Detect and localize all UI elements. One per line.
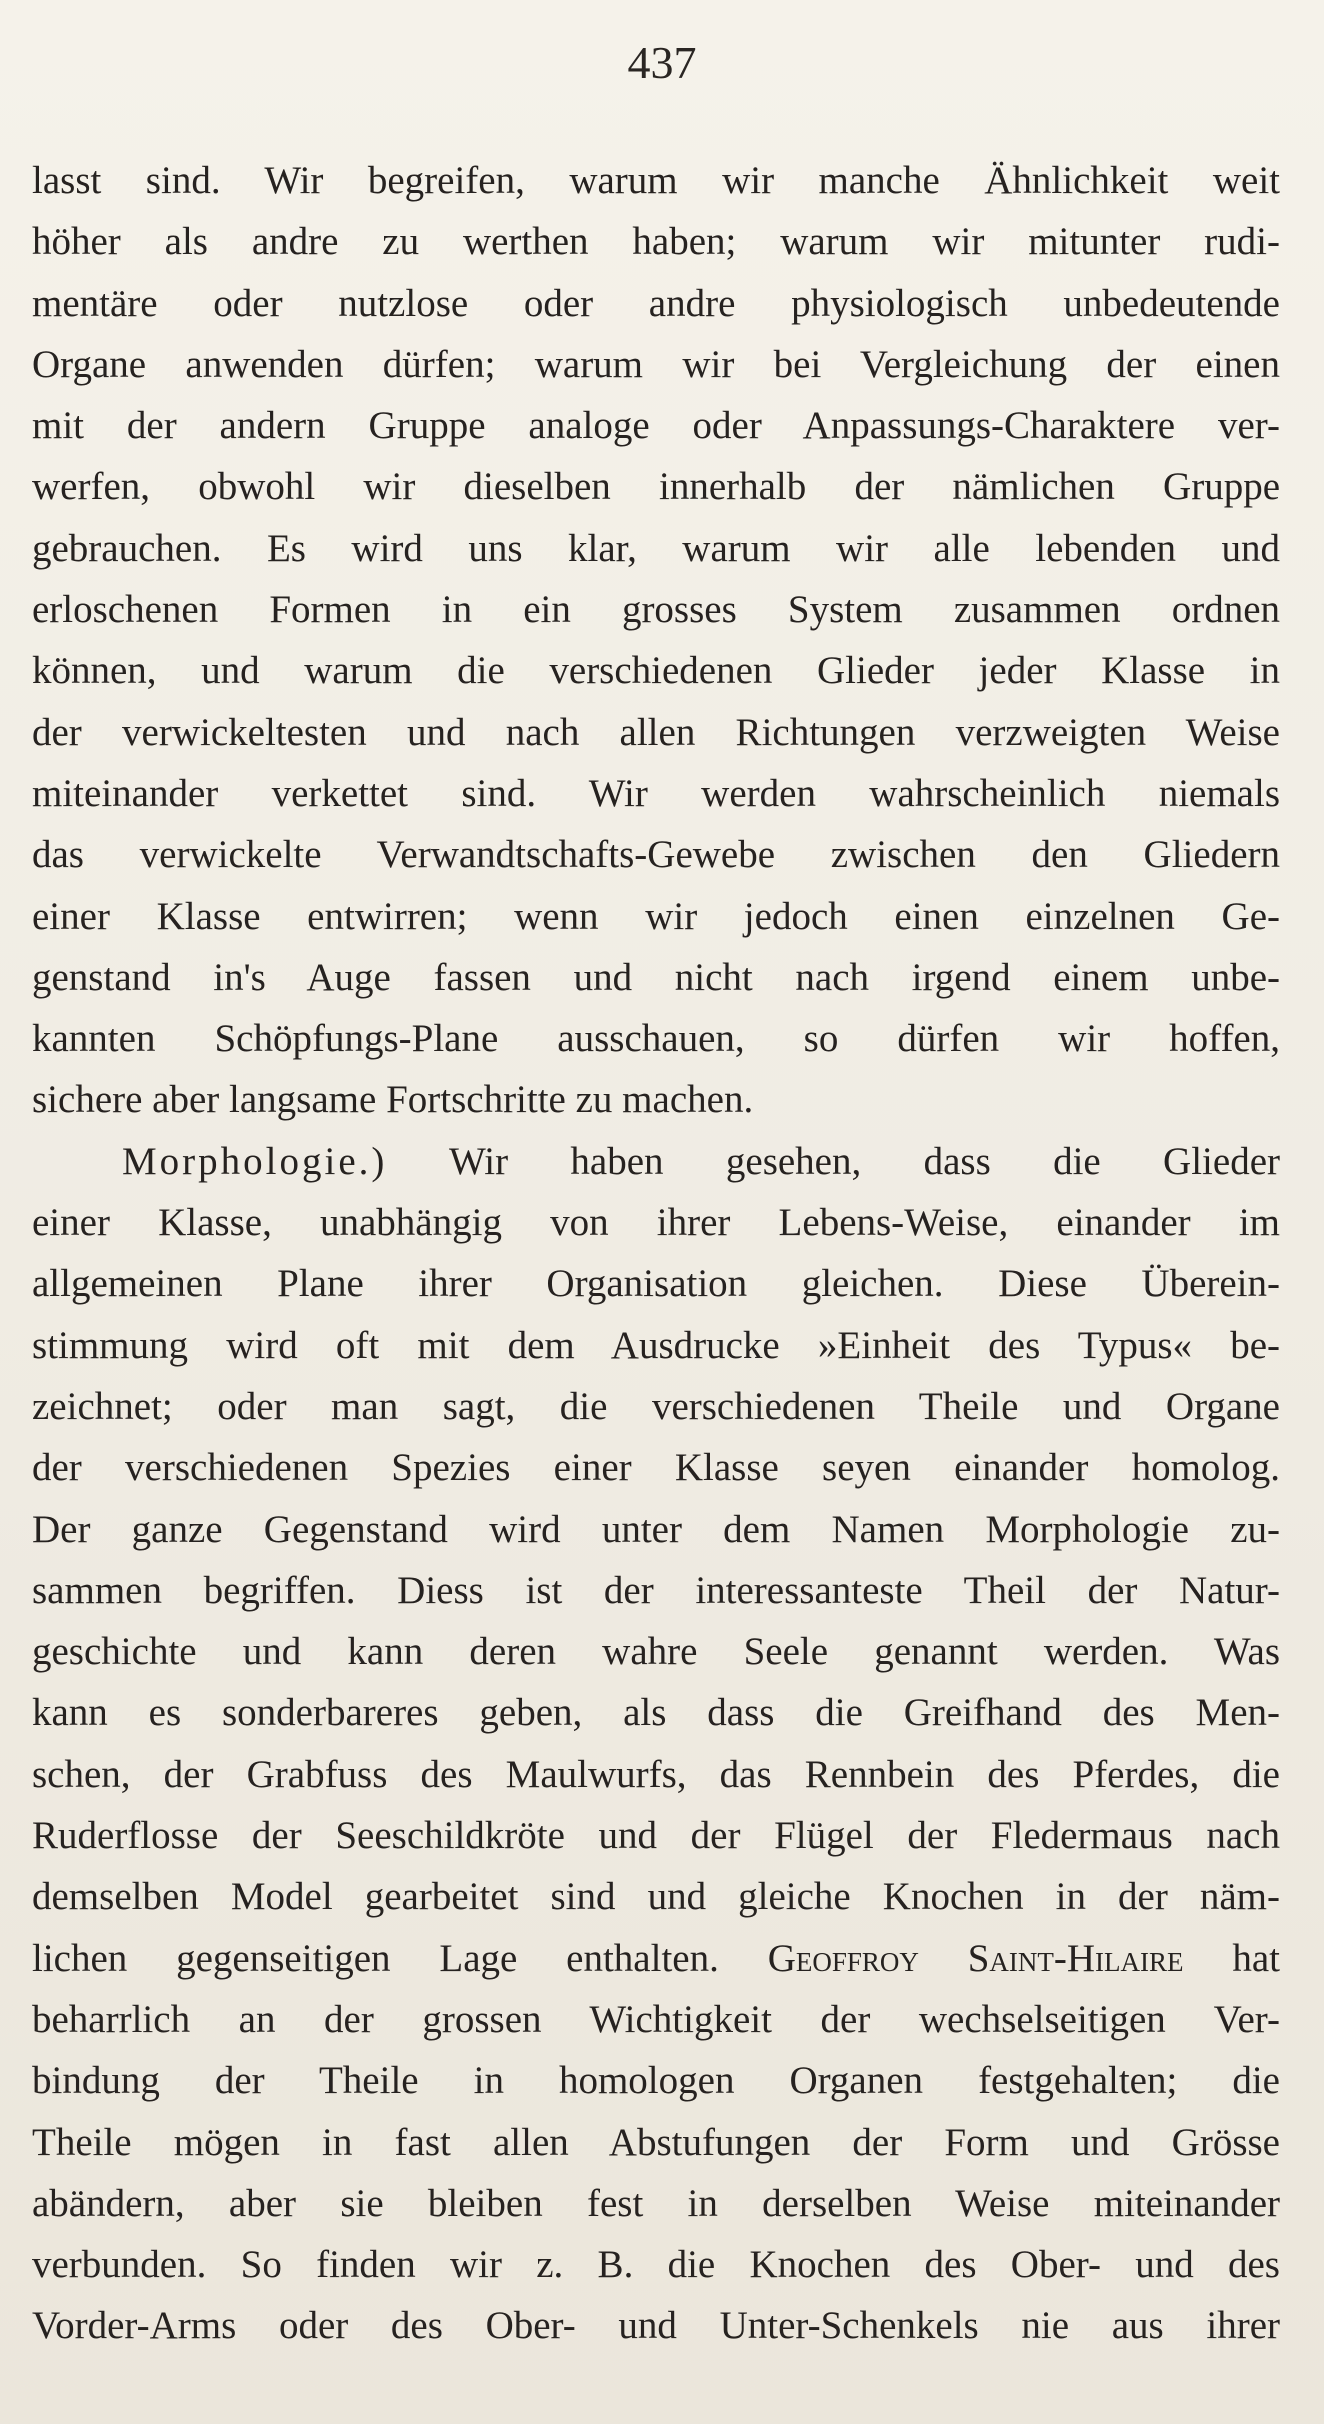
text-line: bindung der Theile in homologen Organen festgehalten; die bbox=[32, 2059, 1280, 2103]
text-line: demselben Model gearbeitet sind und gleiche Knochen in der näm- bbox=[32, 1875, 1280, 1919]
text-line: zeichnet; oder man sagt, die verschiedenen Theile und Organe bbox=[32, 1384, 1280, 1428]
text-line: miteinander verkettet sind. Wir werden wahrscheinlich niemals bbox=[32, 771, 1280, 815]
text-line: gebrauchen. Es wird uns klar, warum wir alle lebenden und bbox=[32, 526, 1280, 570]
text-fragment: hat bbox=[1232, 1936, 1280, 1980]
text-line: allgemeinen Plane ihrer Organisation gleichen. Diese Überein- bbox=[32, 1262, 1280, 1306]
page-body-text bbox=[32, 150, 1280, 2357]
text-line: Ruderflosse der Seeschildkröte und der Flügel der Fledermaus nach bbox=[32, 1814, 1280, 1858]
text-line: einer Klasse, unabhängig von ihrer Lebens-Weise, einander im bbox=[32, 1201, 1280, 1245]
text-line: schen, der Grabfuss des Maulwurfs, das Rennbein des Pferdes, die bbox=[32, 1752, 1280, 1796]
author-name: Geoffroy Saint-Hilaire bbox=[767, 1936, 1184, 1980]
text-line-with-name bbox=[32, 1928, 1280, 1989]
text-line: stimmung wird oft mit dem Ausdrucke »Einheit des Typus« be- bbox=[32, 1323, 1280, 1367]
text-fragment: lichen gegenseitigen Lage enthalten. bbox=[32, 1936, 719, 1980]
text-line: mit der andern Gruppe analoge oder Anpassungs-Charaktere ver- bbox=[32, 404, 1280, 448]
text-line: können, und warum die verschiedenen Glieder jeder Klasse in bbox=[32, 649, 1280, 693]
text-line: mentäre oder nutzlose oder andre physiologisch unbedeutende bbox=[32, 281, 1280, 325]
text-fragment: Wir haben gesehen, dass die Glieder bbox=[449, 1139, 1280, 1183]
text-line: sichere aber langsame Fortschritte zu machen. bbox=[32, 1078, 754, 1122]
paragraph-first-line bbox=[32, 1131, 1280, 1192]
text-line: Organe anwenden dürfen; warum wir bei Vergleichung der einen bbox=[32, 342, 1280, 386]
page-number: 437 bbox=[627, 37, 697, 88]
text-line: abändern, aber sie bleiben fest in derselben Weise miteinander bbox=[32, 2181, 1280, 2225]
text-line: Theile mögen in fast allen Abstufungen der Form und Grösse bbox=[32, 2120, 1280, 2164]
text-line: höher als andre zu werthen haben; warum wir mitunter rudi- bbox=[32, 220, 1280, 264]
text-line: der verwickeltesten und nach allen Richtungen verzweigten Weise bbox=[32, 710, 1280, 754]
text-line: werfen, obwohl wir dieselben innerhalb der nämlichen Gruppe bbox=[32, 465, 1280, 509]
text-line: Der ganze Gegenstand wird unter dem Namen Morphologie zu- bbox=[32, 1507, 1280, 1551]
text-line: einer Klasse entwirren; wenn wir jedoch einen einzelnen Ge- bbox=[32, 894, 1280, 938]
text-line: verbunden. So finden wir z. B. die Knochen des Ober- und des bbox=[32, 2243, 1280, 2287]
text-line: sammen begriffen. Diess ist der interessanteste Theil der Natur- bbox=[32, 1568, 1280, 1612]
text-line: das verwickelte Verwandtschafts-Gewebe zwischen den Gliedern bbox=[32, 833, 1280, 877]
section-heading: Morphologie.) bbox=[122, 1139, 388, 1183]
text-line: der verschiedenen Spezies einer Klasse seyen einander homolog. bbox=[32, 1446, 1280, 1490]
text-line: lasst sind. Wir begreifen, warum wir manche Ähnlichkeit weit bbox=[32, 159, 1280, 202]
text-line: geschichte und kann deren wahre Seele genannt werden. Was bbox=[32, 1630, 1280, 1674]
text-line: beharrlich an der grossen Wichtigkeit der wechselseitigen Ver- bbox=[32, 1997, 1280, 2041]
text-line: erloschenen Formen in ein grosses System zusammen ordnen bbox=[32, 588, 1280, 632]
text-line: genstand in's Auge fassen und nicht nach irgend einem unbe- bbox=[32, 955, 1280, 999]
text-line: Vorder-Arms oder des Ober- und Unter-Schenkels nie aus ihrer bbox=[32, 2304, 1280, 2348]
text-line: kannten Schöpfungs-Plane ausschauen, so dürfen wir hoffen, bbox=[32, 1017, 1280, 1061]
text-line: kann es sonderbareres geben, als dass die Greifhand des Men- bbox=[32, 1691, 1280, 1735]
